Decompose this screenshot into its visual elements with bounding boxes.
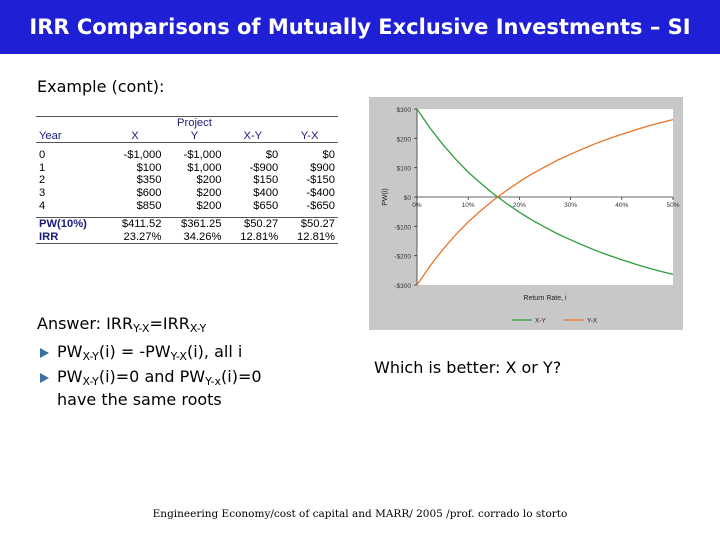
- table-row: [36, 162, 338, 175]
- table-cell: $100: [136, 161, 162, 174]
- table-row-irr: [36, 231, 338, 244]
- irr-label: IRR: [36, 231, 106, 244]
- bullet-1: [40, 342, 242, 363]
- table-row: [36, 187, 338, 200]
- table-cell: 12.81%: [281, 231, 338, 244]
- table-cell: 34.26%: [164, 231, 224, 244]
- subtitle: Example (cont):: [37, 77, 165, 96]
- answer-text: =IRR: [149, 314, 190, 333]
- pw-chart-panel: [369, 97, 683, 330]
- table-cell: $1,000: [187, 161, 222, 174]
- table-header-cell: Y: [164, 130, 224, 143]
- question-text: Which is better: X or Y?: [374, 358, 562, 377]
- table-cell: -$1,000: [123, 149, 162, 162]
- table-cell: 3: [39, 186, 46, 199]
- x-tick-label: 30%: [564, 202, 578, 209]
- table-header-cell: [224, 117, 281, 130]
- table-header-cell: X-Y: [224, 130, 281, 143]
- table-cell: $650: [253, 199, 279, 212]
- table-header-cell: [36, 117, 106, 130]
- table-cell: $361.25: [180, 218, 222, 231]
- table-header-cell: X: [106, 130, 165, 143]
- bullet-2: [40, 367, 262, 388]
- table-cell: -$650: [306, 199, 335, 212]
- bullet-sub: X-Y: [82, 375, 99, 388]
- pw-label: PW(10%): [39, 218, 87, 231]
- table-row: [36, 200, 338, 213]
- table-cell: $50.27: [243, 218, 279, 231]
- table-cell: $350: [136, 174, 162, 187]
- table-cell: $0: [265, 149, 279, 162]
- table-header-cell: [281, 117, 338, 130]
- table-header-cell: Project: [164, 117, 224, 130]
- y-tick-label: $200: [396, 136, 411, 144]
- table-row: [36, 174, 338, 187]
- table-cell: $411.52: [121, 218, 162, 231]
- x-tick-label: 0%: [412, 202, 422, 209]
- bullet-arrow-icon: [40, 348, 49, 358]
- x-tick-label: 50%: [666, 202, 680, 209]
- x-tick-label: 10%: [461, 202, 475, 209]
- bullet-continuation: have the same roots: [57, 390, 222, 409]
- bullet-sub: Y-X: [170, 350, 187, 363]
- bullet-text: (i) = -PW: [98, 342, 171, 361]
- table-cell: 0: [39, 149, 46, 162]
- table-cell: $200: [196, 174, 222, 187]
- legend-label-y-x: Y-X: [587, 317, 598, 325]
- bullet-text: (i)=0: [221, 367, 262, 386]
- table-cell: $50.27: [300, 218, 335, 231]
- answer-line: [37, 314, 206, 335]
- table-cell: 12.81%: [224, 231, 281, 244]
- x-axis-label: Return Rate, i: [523, 295, 567, 302]
- answer-text: Answer: IRR: [37, 314, 134, 333]
- table-cell: 1: [39, 161, 46, 174]
- table-cell: $200: [196, 199, 222, 212]
- table-header-cell: Year: [36, 130, 106, 143]
- bullet-sub: Y-x: [205, 375, 222, 388]
- table-header-row: [36, 130, 338, 143]
- y-tick-label: -$100: [394, 224, 411, 232]
- title-bar: [0, 0, 720, 54]
- table-cell: -$1,000: [183, 149, 222, 162]
- table-cell: $900: [310, 161, 335, 174]
- table-header-top-row: [36, 117, 338, 130]
- table-header-cell: Y-X: [281, 130, 338, 143]
- bullet-text: PW: [57, 367, 83, 386]
- x-tick-label: 20%: [512, 202, 526, 209]
- pw-chart: [369, 97, 683, 330]
- bullet-text: (i), all i: [186, 342, 243, 361]
- legend-label-x-y: X-Y: [535, 317, 546, 325]
- table-cell: $150: [253, 174, 279, 187]
- bullet-sub: X-Y: [82, 350, 99, 363]
- bullet-arrow-icon: [40, 373, 49, 383]
- slide-title: IRR Comparisons of Mutually Exclusive Investments – SI: [29, 15, 691, 39]
- table-header-cell: [106, 117, 165, 130]
- table-cell: $600: [136, 186, 162, 199]
- table-cell: $200: [196, 186, 222, 199]
- y-tick-label: $0: [403, 195, 411, 202]
- x-tick-label: 40%: [615, 202, 629, 209]
- footer: Engineering Economy/cost of capital and MARR/ 2005 /prof. corrado lo storto: [152, 508, 568, 520]
- cash-flow-table: [36, 116, 338, 244]
- answer-sub: Y-X: [133, 322, 150, 335]
- cash-flow-table-panel: [36, 116, 341, 272]
- table-row-pw: [36, 218, 338, 231]
- bullet-text: (i)=0 and PW: [98, 367, 206, 386]
- y-tick-label: -$200: [394, 253, 411, 261]
- answer-sub: X-Y: [189, 322, 207, 335]
- table-cell: $850: [136, 199, 162, 212]
- table-cell: -$150: [306, 174, 335, 187]
- y-tick-label: $100: [396, 165, 411, 173]
- y-tick-label: -$300: [394, 283, 411, 290]
- table-cell: 23.27%: [106, 231, 165, 244]
- table-cell: $0: [322, 149, 335, 162]
- bullet-text: PW: [57, 342, 83, 361]
- table-cell: $400: [253, 186, 279, 199]
- table-row: [36, 149, 338, 162]
- table-cell: 4: [39, 199, 46, 212]
- y-axis-label: PW(i): [382, 188, 389, 206]
- table-cell: 2: [39, 174, 46, 187]
- table-cell: -$400: [306, 186, 335, 199]
- y-tick-label: $300: [396, 107, 411, 114]
- table-cell: -$900: [249, 161, 279, 174]
